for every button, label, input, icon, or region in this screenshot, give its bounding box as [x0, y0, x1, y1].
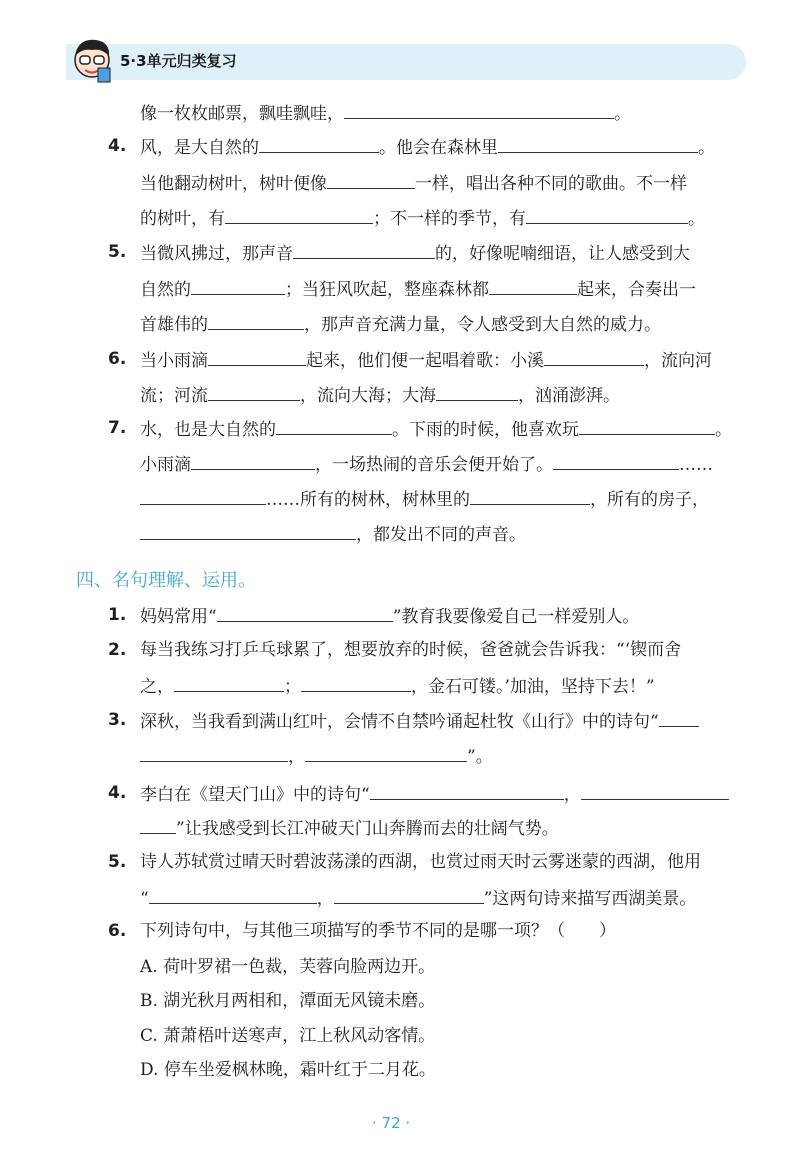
answer-blank[interactable]	[149, 885, 317, 904]
answer-blank[interactable]	[225, 205, 373, 224]
answer-blank[interactable]	[140, 486, 266, 505]
answer-blank[interactable]	[305, 743, 467, 762]
header-title: 5·3单元归类复习	[120, 52, 237, 70]
question-number: 1.	[108, 605, 127, 625]
answer-blank[interactable]	[208, 382, 300, 401]
question-number: 7.	[108, 418, 127, 438]
text-line: 每当我练习打乒乓球累了，想要放弃的时候，爸爸就会告诉我：“‘锲而舍	[140, 640, 682, 660]
text-line: ， ”。	[140, 743, 493, 769]
answer-blank[interactable]	[217, 603, 393, 622]
question-number: 6.	[108, 349, 127, 369]
question-number: 4.	[108, 783, 127, 803]
answer-blank[interactable]	[259, 134, 379, 153]
text-line: 妈妈常用“ ”教育我要像爱自己一样爱别人。	[140, 603, 639, 629]
text-line: 首雄伟的 ，那声音充满力量，令人感受到大自然的威力。	[140, 311, 661, 337]
question-number: 5.	[108, 852, 127, 872]
text-line: 水，也是大自然的 。下雨的时候，他喜欢玩 。	[140, 416, 732, 442]
answer-blank[interactable]	[581, 781, 729, 800]
option-b[interactable]: B. 湖光秋月两相和，潭面无风镜未磨。	[140, 991, 436, 1011]
answer-blank[interactable]	[301, 673, 411, 692]
text-line: 之， ； ，金石可镂。’加油，坚持下去！”	[140, 673, 655, 699]
answer-blank[interactable]	[470, 486, 590, 505]
text-line: 诗人苏轼赏过晴天时碧波荡漾的西湖，也赏过雨天时云雾迷蒙的西湖，他用	[140, 852, 701, 872]
question-number: 6.	[108, 921, 127, 941]
option-c[interactable]: C. 萧萧梧叶送寒声，江上秋风动客情。	[140, 1026, 436, 1046]
text-line: ……所有的树林，树林里的 ，所有的房子，	[140, 486, 709, 512]
text-line: 李白在《望天门山》中的诗句“ ，	[140, 781, 729, 807]
answer-blank[interactable]	[344, 100, 614, 119]
text-line: 像一枚枚邮票，飘哇飘哇， 。	[140, 100, 631, 126]
text-line: 的树叶，有 ；不一样的季节，有 。	[140, 205, 705, 231]
text-line: 自然的 ；当狂风吹起，整座森林都 起来，合奏出一	[140, 276, 696, 302]
answer-blank[interactable]	[174, 673, 284, 692]
option-d[interactable]: D. 停车坐爱枫林晚，霜叶红于二月花。	[140, 1060, 436, 1080]
answer-blank[interactable]	[140, 815, 176, 834]
answer-blank[interactable]	[498, 134, 698, 153]
boy-mascot-icon	[66, 32, 118, 84]
text-line: ，都发出不同的声音。	[140, 521, 526, 547]
text-line: 当小雨滴 起来，他们便一起唱着歌：小溪 ，流向河	[140, 347, 712, 373]
answer-blank[interactable]	[208, 311, 304, 330]
answer-blank[interactable]	[140, 521, 356, 540]
answer-blank[interactable]	[293, 240, 435, 259]
answer-blank[interactable]	[191, 451, 315, 470]
question-number: 3.	[108, 710, 127, 730]
page-number: · 72 ·	[372, 1114, 411, 1132]
text-line: 当微风拂过，那声音 的，好像呢喃细语，让人感受到大	[140, 240, 690, 266]
text-line: 流；河流 ，流向大海；大海 ，汹涌澎湃。	[140, 382, 620, 408]
answer-blank[interactable]	[544, 347, 644, 366]
text-line: 下列诗句中，与其他三项描写的季节不同的是哪一项？（ ）	[140, 921, 616, 941]
answer-blank[interactable]	[436, 382, 518, 401]
option-a[interactable]: A. 荷叶罗裙一色裁，芙蓉向脸两边开。	[140, 957, 436, 977]
question-number: 5.	[108, 242, 127, 262]
answer-blank[interactable]	[659, 708, 699, 727]
answer-blank[interactable]	[140, 743, 288, 762]
answer-blank[interactable]	[327, 170, 415, 189]
answer-blank[interactable]	[334, 885, 484, 904]
text-line: 小雨滴 ，一场热闹的音乐会便开始了。 ……	[140, 451, 713, 477]
section-title: 四、名句理解、运用。	[76, 570, 256, 591]
text-line: “ ， ”这两句诗来描写西湖美景。	[140, 885, 696, 911]
answer-blank[interactable]	[370, 781, 564, 800]
question-number: 2.	[108, 640, 127, 660]
text-line: 风，是大自然的 。他会在森林里 。	[140, 134, 715, 160]
answer-blank[interactable]	[489, 276, 577, 295]
text-line: 当他翻动树叶，树叶便像 一样，唱出各种不同的歌曲。不一样	[140, 170, 687, 196]
answer-blank[interactable]	[208, 347, 306, 366]
answer-blank[interactable]	[526, 205, 688, 224]
text-line: ”让我感受到长江冲破天门山奔腾而去的壮阔气势。	[140, 815, 559, 841]
answer-blank[interactable]	[276, 416, 392, 435]
answer-blank[interactable]	[579, 416, 715, 435]
text-line: 深秋，当我看到满山红叶，会情不自禁吟诵起杜牧《山行》中的诗句“	[140, 708, 699, 734]
question-number: 4.	[108, 136, 127, 156]
answer-blank[interactable]	[191, 276, 285, 295]
answer-blank[interactable]	[553, 451, 679, 470]
